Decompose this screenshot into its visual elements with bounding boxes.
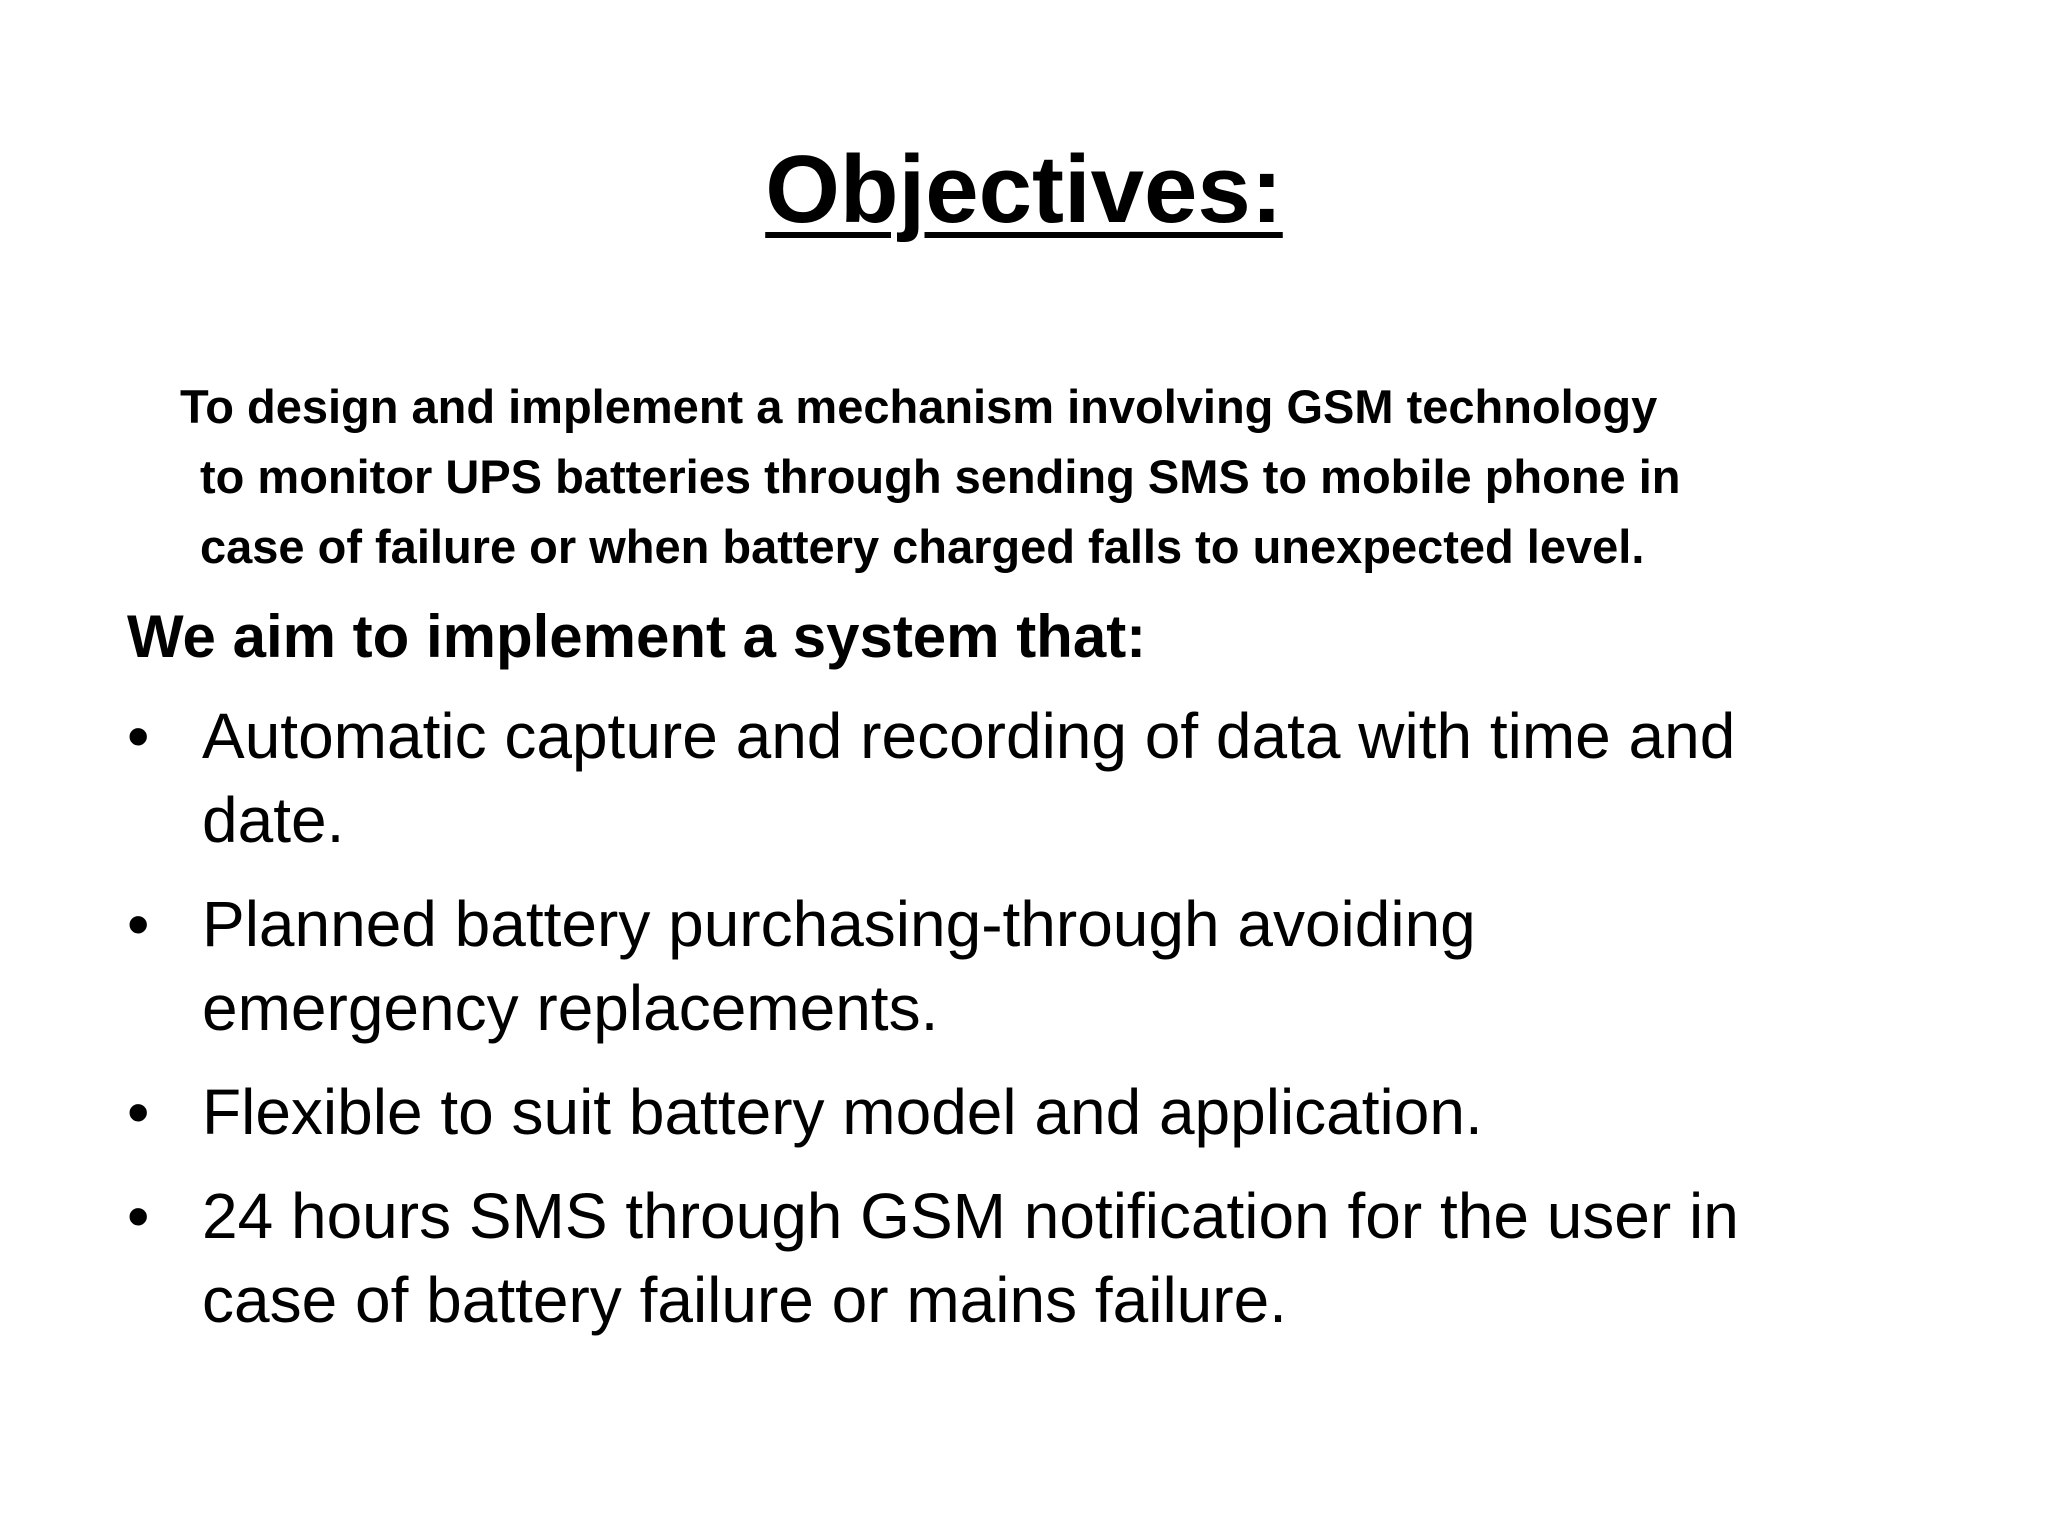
list-item-line: Automatic capture and recording of data with time and	[202, 700, 1736, 772]
objectives-list	[127, 694, 1977, 1362]
list-item-line: Flexible to suit battery model and application.	[202, 1076, 1483, 1148]
list-item	[127, 1174, 1977, 1342]
list-item-line: emergency replacements.	[202, 972, 939, 1044]
list-item-line: case of battery failure or mains failure.	[202, 1264, 1287, 1336]
bullet-icon: •	[127, 1180, 150, 1252]
bullet-icon: •	[127, 700, 150, 772]
list-item-line: date.	[202, 784, 345, 856]
intro-line: to monitor UPS batteries through sending SMS to mobile phone in	[200, 450, 1681, 503]
list-item	[127, 694, 1977, 862]
bullet-icon: •	[127, 1076, 150, 1148]
bullet-icon: •	[127, 888, 150, 960]
list-item	[127, 882, 1977, 1050]
slide-title-text: Objectives:	[765, 136, 1283, 243]
intro-line: case of failure or when battery charged falls to unexpected level.	[200, 520, 1645, 573]
intro-line: To design and implement a mechanism involving GSM technology	[180, 380, 1658, 433]
aim-heading: We aim to implement a system that:	[127, 603, 1147, 670]
list-item	[127, 1070, 1977, 1154]
slide-title	[0, 135, 2048, 245]
intro-paragraph	[180, 372, 1980, 582]
list-item-line: Planned battery purchasing-through avoiding	[202, 888, 1476, 960]
list-item-line: 24 hours SMS through GSM notification for the user in	[202, 1180, 1739, 1252]
